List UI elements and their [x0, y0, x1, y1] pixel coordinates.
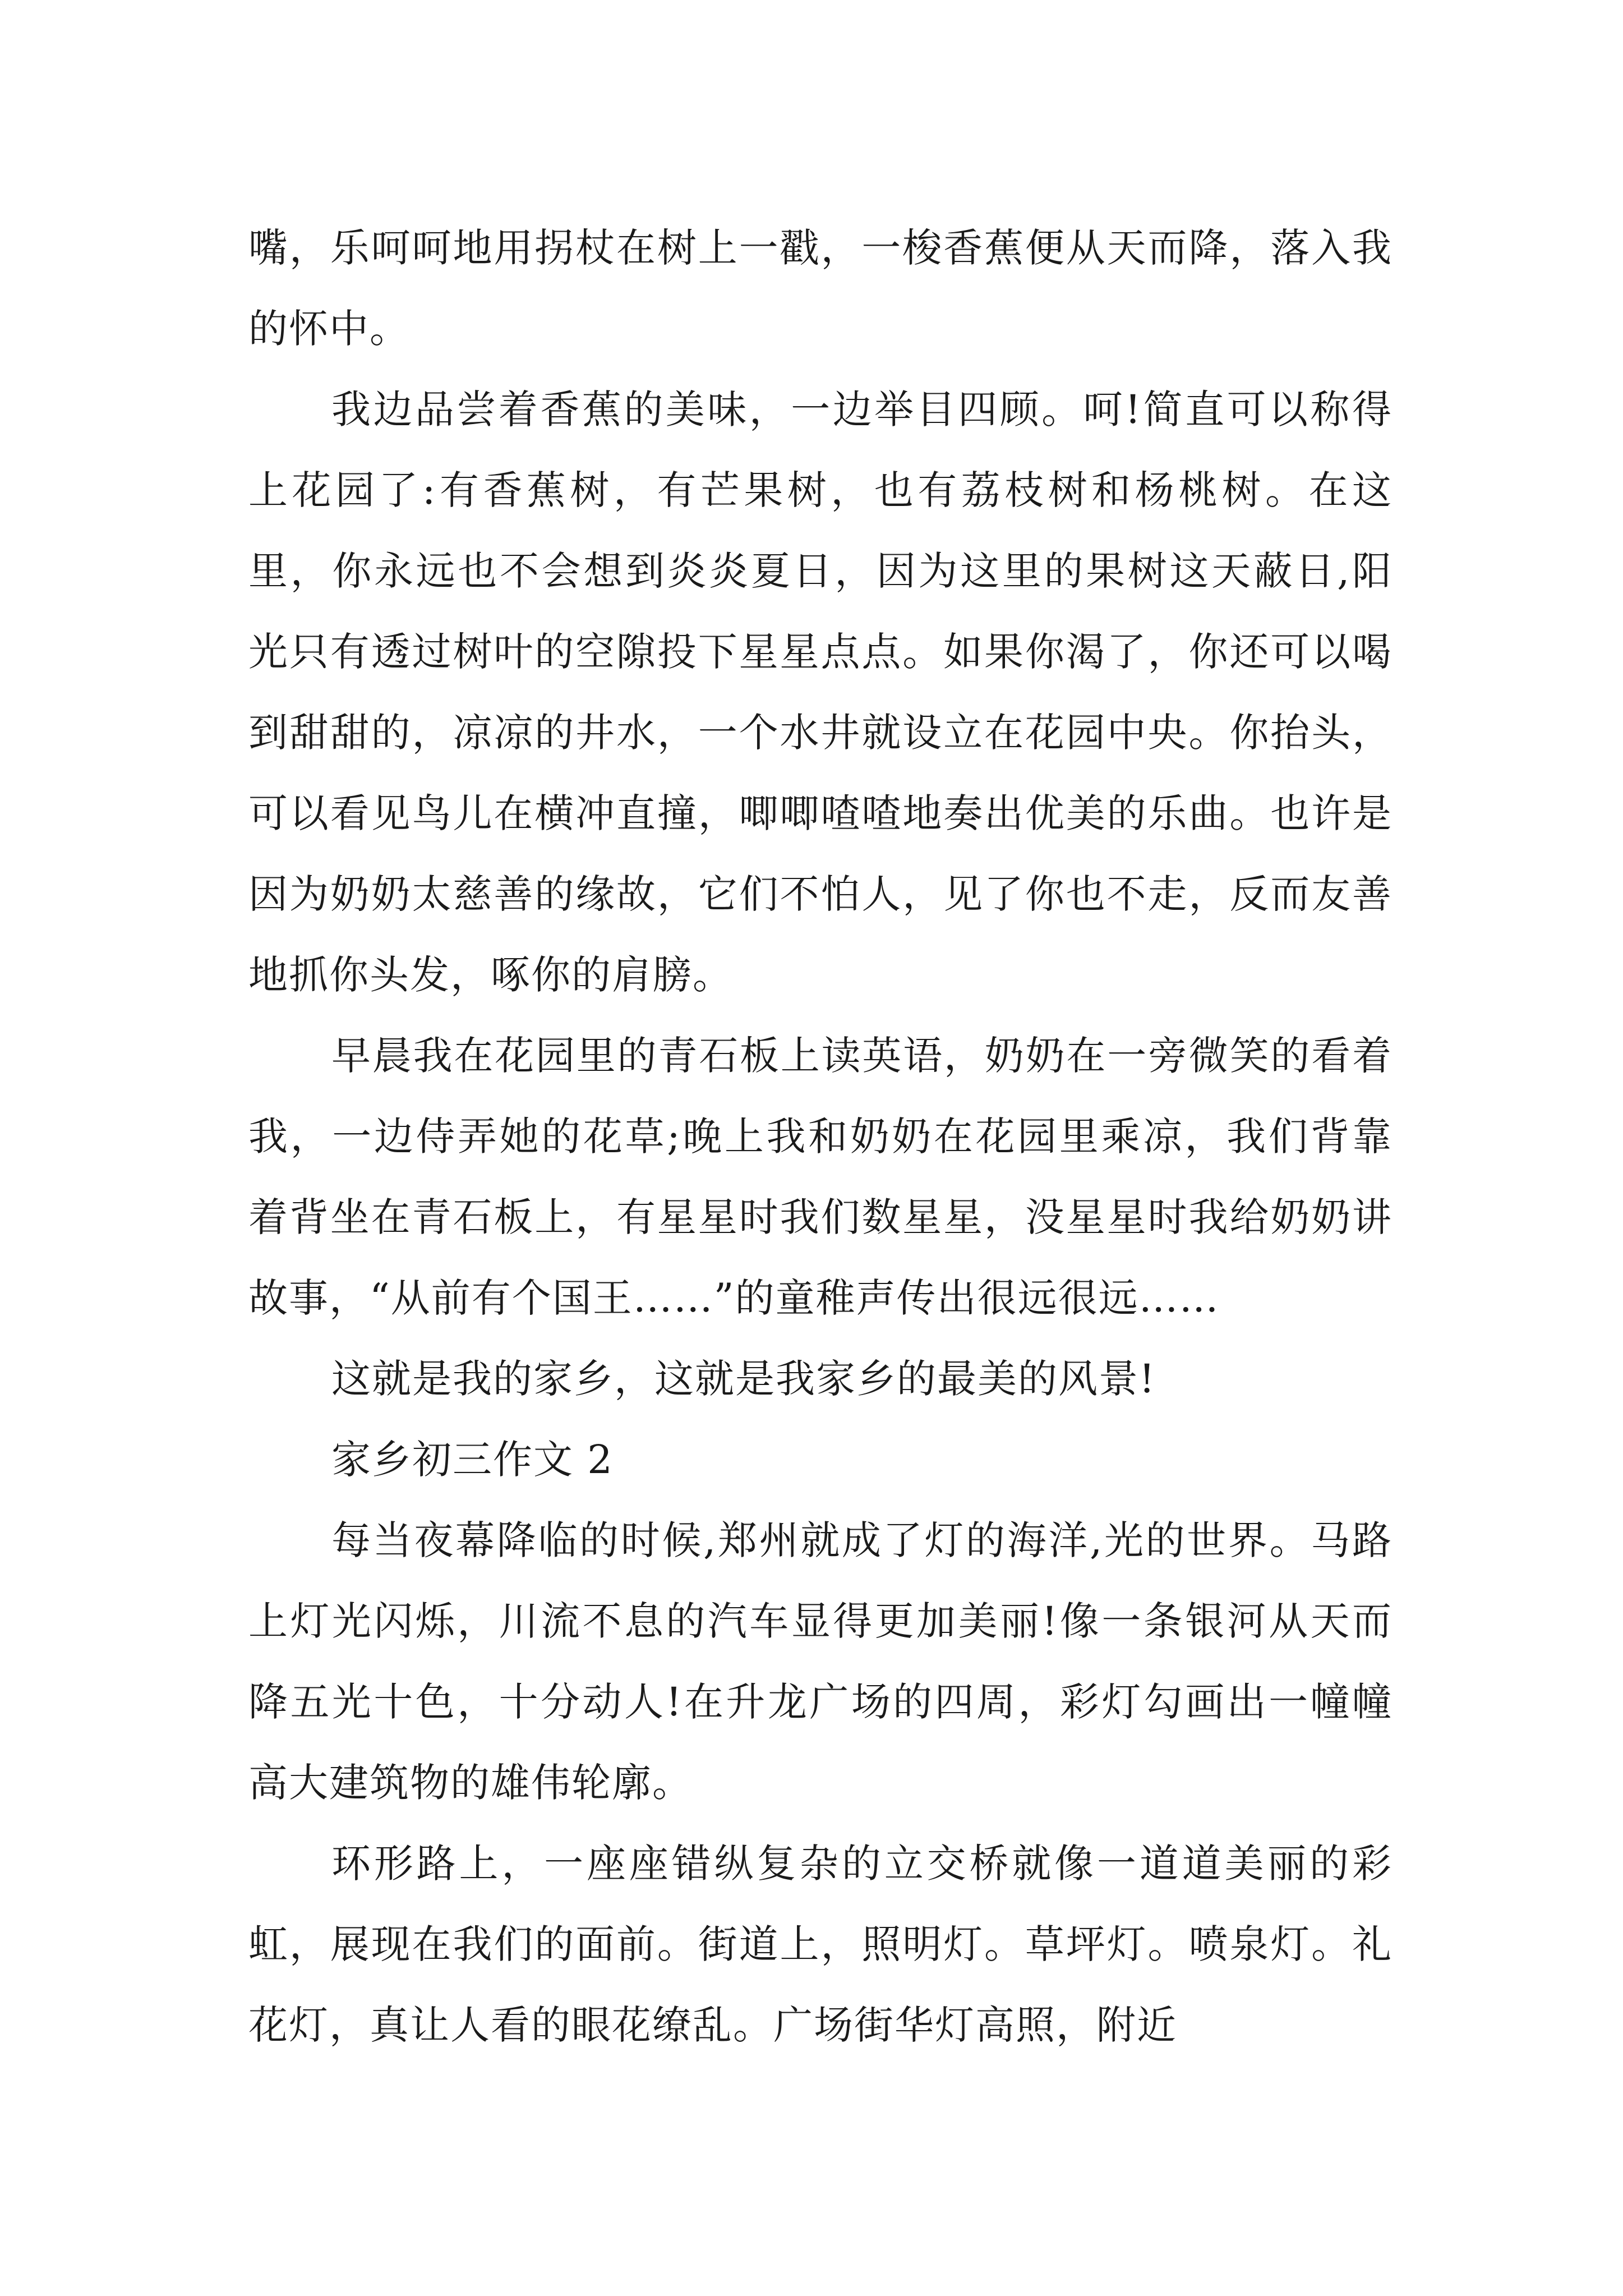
- paragraph-5: 每当夜幕降临的时候,郑州就成了灯的海洋,光的世界。马路上灯光闪烁，川流不息的汽车显得更加美丽!像一条银河从天而降五光十色，十分动人!在升龙广场的四周，彩灯勾画出一幢幢高大建筑物的雄伟轮廓。: [248, 1517, 1393, 1806]
- paragraph-1: 嘴，乐呵呵地用拐杖在树上一戳，一梭香蕉便从天而降，落入我的怀中。: [248, 225, 1393, 352]
- section-heading: 家乡初三作文 2: [331, 1437, 614, 1483]
- document-body: [248, 208, 1393, 2065]
- paragraph-4: 这就是我的家乡，这就是我家乡的最美的风景!: [331, 1356, 1156, 1402]
- paragraph-6: 环形路上，一座座错纵复杂的立交桥就像一道道美丽的彩虹，展现在我们的面前。街道上，照明灯。草坪灯。喷泉灯。礼花灯，真让人看的眼花缭乱。广场街华灯高照，附近: [248, 1841, 1393, 2048]
- paragraph-3: 早晨我在花园里的青石板上读英语，奶奶在一旁微笑的看着我，一边侍弄她的花草;晚上我和奶奶在花园里乘凉，我们背靠着背坐在青石板上，有星星时我们数星星，没星星时我给奶奶讲故事，“从前有个国王……”的童稚声传出很远很远……: [248, 1033, 1393, 1321]
- paragraph-2: 我边品尝着香蕉的美味，一边举目四顾。呵!简直可以称得上花园了:有香蕉树，有芒果树，也有荔枝树和杨桃树。在这里，你永远也不会想到炎炎夏日，因为这里的果树这天蔽日,阳光只有透过树叶的空隙投下星星点点。如果你渴了，你还可以喝到甜甜的，凉凉的井水，一个水井就设立在花园中央。你抬头，可以看见鸟儿在横冲直撞，唧唧喳喳地奏出优美的乐曲。也许是因为奶奶太慈善的缘故，它们不怕人，见了你也不走，反而友善地抓你头发，啄你的肩膀。: [248, 386, 1393, 998]
